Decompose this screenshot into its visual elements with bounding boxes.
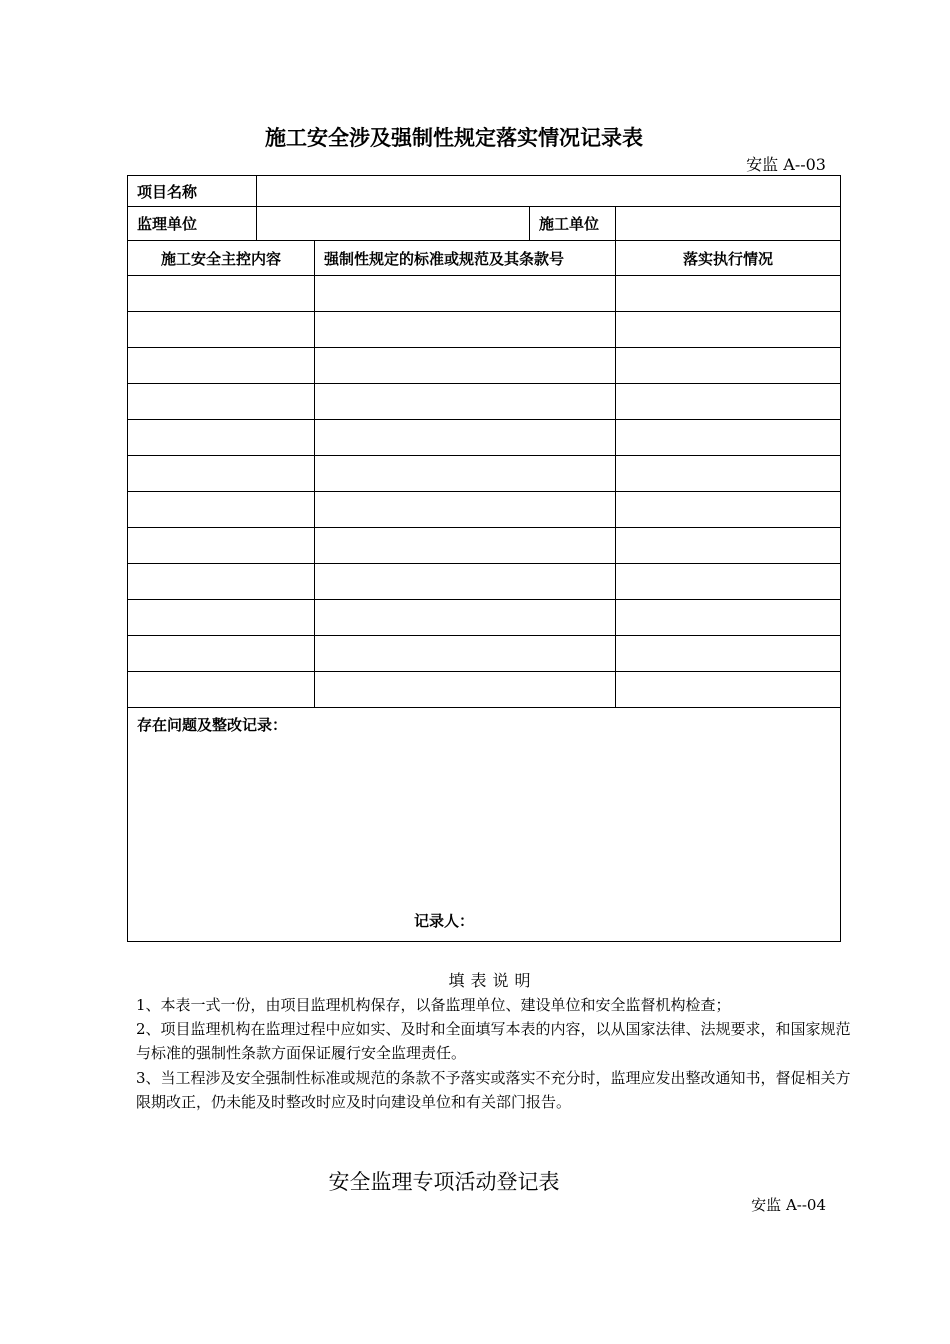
unit-row (128, 207, 841, 241)
table-row (128, 456, 841, 492)
table-cell[interactable] (315, 456, 616, 492)
issues-field[interactable] (128, 708, 841, 942)
table-cell[interactable] (616, 456, 841, 492)
table-row (128, 528, 841, 564)
table-row (128, 600, 841, 636)
project-name-field[interactable] (257, 176, 841, 207)
table-cell[interactable] (315, 528, 616, 564)
table-row (128, 312, 841, 348)
table-cell[interactable] (128, 636, 315, 672)
table-row (128, 420, 841, 456)
table-cell[interactable] (128, 348, 315, 384)
column-header: 强制性规定的标准或规范及其条款号 (315, 241, 616, 276)
table-cell[interactable] (616, 492, 841, 528)
table-cell[interactable] (315, 600, 616, 636)
table-cell[interactable] (315, 492, 616, 528)
table-cell[interactable] (315, 348, 616, 384)
table-cell[interactable] (128, 564, 315, 600)
data-rows (128, 276, 841, 708)
table-cell[interactable] (616, 384, 841, 420)
construction-unit-field[interactable] (616, 207, 841, 241)
record-table (127, 175, 841, 942)
table-cell[interactable] (315, 420, 616, 456)
table-cell[interactable] (128, 672, 315, 708)
table-cell[interactable] (616, 564, 841, 600)
project-name-row (128, 176, 841, 207)
column-header: 落实执行情况 (616, 241, 841, 276)
construction-unit-label: 施工单位 (530, 207, 616, 241)
table-cell[interactable] (128, 312, 315, 348)
header-row (128, 241, 841, 276)
table-cell[interactable] (315, 312, 616, 348)
table-cell[interactable] (616, 636, 841, 672)
table-cell[interactable] (128, 600, 315, 636)
issues-row (128, 708, 841, 942)
table-cell[interactable] (128, 492, 315, 528)
table-cell[interactable] (128, 456, 315, 492)
table-cell[interactable] (315, 276, 616, 312)
table-cell[interactable] (616, 528, 841, 564)
table-row (128, 384, 841, 420)
project-name-label: 项目名称 (128, 176, 257, 207)
table-row (128, 636, 841, 672)
supervision-unit-label: 监理单位 (128, 207, 257, 241)
form2-code: 安监 A--04 (751, 1196, 826, 1214)
table-row (128, 276, 841, 312)
table-cell[interactable] (315, 672, 616, 708)
table-row (128, 492, 841, 528)
table-cell[interactable] (616, 600, 841, 636)
column-header: 施工安全主控内容 (128, 241, 315, 276)
table-cell[interactable] (616, 348, 841, 384)
table-cell[interactable] (616, 672, 841, 708)
form2-title: 安全监理专项活动登记表 (328, 1170, 560, 1194)
instruction-item: 2、项目监理机构在监理过程中应如实、及时和全面填写本表的内容，以从国家法律、法规要求，和国家规范与标准的强制性条款方面保证履行安全监理责任。 (136, 1020, 851, 1062)
table-cell[interactable] (128, 276, 315, 312)
instructions-title: 填表说明 (448, 971, 537, 990)
table-cell[interactable] (128, 528, 315, 564)
issues-label: 存在问题及整改记录： (137, 716, 288, 734)
table-cell[interactable] (616, 312, 841, 348)
instruction-item: 1、本表一式一份，由项目监理机构保存，以备监理单位、建设单位和安全监督机构检查； (136, 996, 731, 1014)
table-cell[interactable] (128, 384, 315, 420)
instruction-item: 3、当工程涉及安全强制性标准或规范的条款不予落实或落实不充分时，监理应发出整改通知书，督促相关方限期改正，仍未能及时整改时应及时向建设单位和有关部门报告。 (136, 1069, 851, 1111)
table-row (128, 564, 841, 600)
supervision-unit-field[interactable] (257, 207, 530, 241)
table-cell[interactable] (315, 564, 616, 600)
table-cell[interactable] (128, 420, 315, 456)
table-cell[interactable] (315, 384, 616, 420)
recorder-label: 记录人： (414, 912, 475, 930)
form-code: 安监 A--03 (746, 155, 826, 174)
table-cell[interactable] (315, 636, 616, 672)
table-cell[interactable] (616, 420, 841, 456)
form-title: 施工安全涉及强制性规定落实情况记录表 (265, 126, 643, 150)
table-row (128, 348, 841, 384)
table-cell[interactable] (616, 276, 841, 312)
table-row (128, 672, 841, 708)
